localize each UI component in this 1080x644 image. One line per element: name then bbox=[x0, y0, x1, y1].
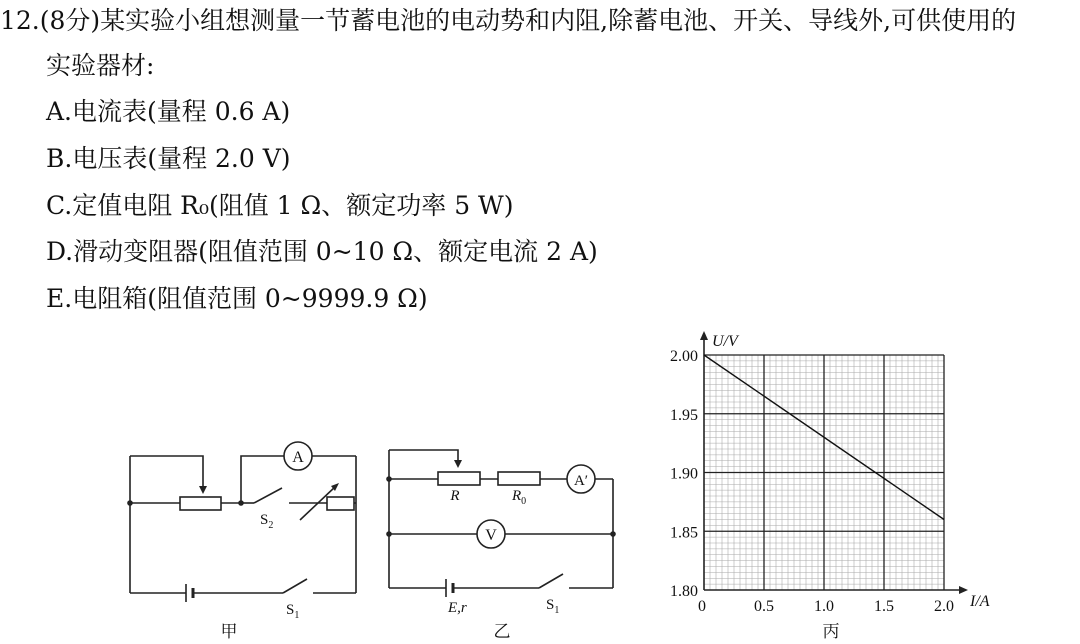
switch-s2-label bbox=[260, 512, 273, 531]
switch-s1-label-yi bbox=[546, 597, 559, 616]
question-stem: 12.(8分)某实验小组想测量一节蓄电池的电动势和内阻,除蓄电池、开关、导线外,可供使用的 bbox=[0, 6, 1017, 35]
y-tick-label: 2.00 bbox=[670, 348, 698, 365]
option-text: 电阻箱(阻值范围 0~9999.9 Ω) bbox=[72, 284, 428, 313]
switch-s1-subscript: 1 bbox=[294, 610, 300, 621]
x-tick-label: 1.0 bbox=[814, 598, 834, 615]
option-letter: A. bbox=[46, 97, 73, 126]
switch-s1-letter-yi: S bbox=[546, 597, 555, 613]
x-tick-label: 0 bbox=[698, 598, 706, 615]
caption-jia: 甲 bbox=[220, 622, 238, 641]
question-stem-continued: 实验器材: bbox=[46, 51, 155, 80]
x-tick-label: 2.0 bbox=[934, 598, 954, 615]
ammeter-label: A bbox=[292, 449, 304, 466]
option-letter: C. bbox=[46, 191, 73, 220]
chart-ylabel: U/V bbox=[712, 333, 738, 350]
option-text: 定值电阻 R₀(阻值 1 Ω、额定功率 5 W) bbox=[72, 191, 514, 220]
y-tick-label: 1.80 bbox=[670, 583, 698, 600]
option-letter: D. bbox=[46, 237, 74, 266]
option-letter: B. bbox=[46, 144, 73, 173]
option-text: 电流表(量程 0.6 A) bbox=[72, 97, 291, 126]
fixed-resistor-letter: R bbox=[512, 488, 522, 504]
x-tick-label: 1.5 bbox=[874, 598, 894, 615]
fixed-resistor-label bbox=[511, 488, 526, 507]
battery-label: E,r bbox=[448, 600, 467, 616]
option-text: 滑动变阻器(阻值范围 0~10 Ω、额定电流 2 A) bbox=[73, 237, 598, 266]
x-tick-label: 0.5 bbox=[754, 598, 774, 615]
option-letter: E. bbox=[46, 284, 73, 313]
y-axis-arrow bbox=[700, 331, 708, 340]
rheostat-label: R bbox=[450, 488, 460, 504]
chart-bing bbox=[670, 331, 968, 615]
fixed-resistor-subscript: 0 bbox=[521, 496, 527, 507]
y-tick-label: 1.95 bbox=[670, 406, 698, 424]
switch-s2-subscript: 2 bbox=[268, 520, 274, 531]
x-axis-arrow bbox=[959, 586, 968, 594]
caption-yi: 乙 bbox=[493, 622, 511, 641]
circuit-jia bbox=[127, 442, 356, 602]
y-tick-label: 1.85 bbox=[670, 524, 698, 542]
switch-s1-label bbox=[286, 602, 299, 621]
caption-bing: 丙 bbox=[822, 622, 840, 641]
chart-xlabel: I/A bbox=[970, 593, 990, 610]
y-tick-label: 1.90 bbox=[670, 465, 698, 483]
switch-s2-letter: S bbox=[260, 512, 269, 528]
option-text: 电压表(量程 2.0 V) bbox=[72, 144, 291, 173]
switch-s1-letter: S bbox=[286, 602, 295, 618]
ammeter-prime-label: A′ bbox=[573, 473, 589, 489]
voltmeter-label: V bbox=[485, 527, 497, 544]
switch-s1-subscript-yi: 1 bbox=[554, 605, 560, 616]
